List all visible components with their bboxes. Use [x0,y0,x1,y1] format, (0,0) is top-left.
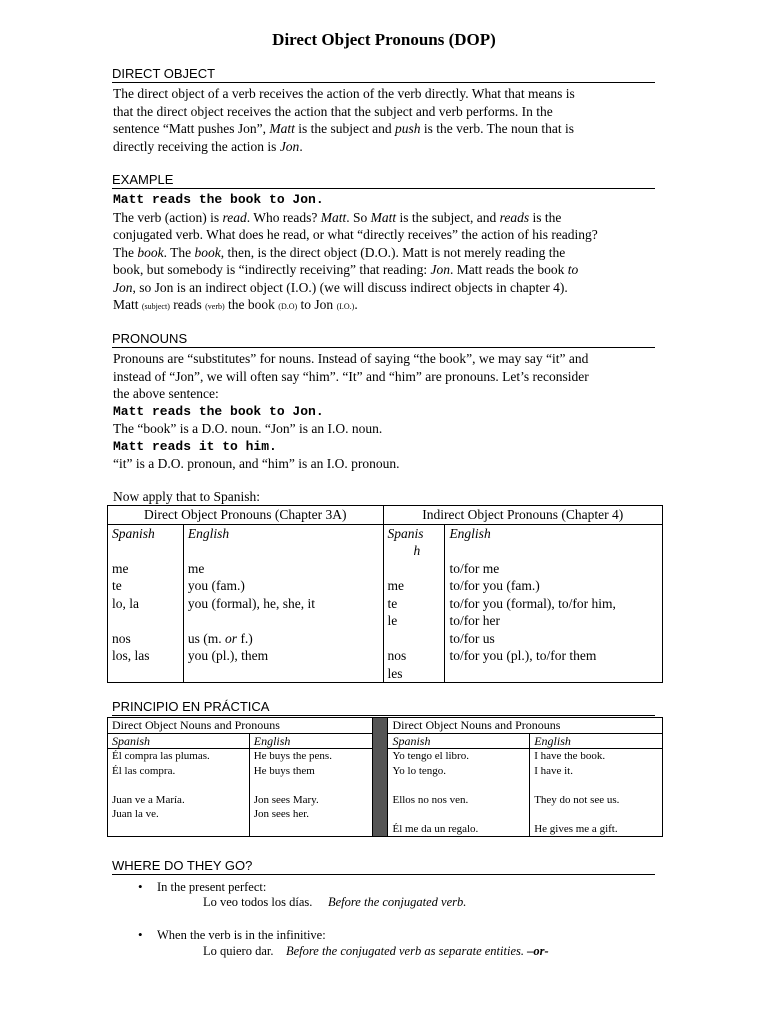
table-subheader-row: Spanish English Spanish English [108,733,663,749]
text-line: conjugated verb. What does he read, or what “directly receives” the action of his reading? [113,227,598,242]
iop-spanish-column: Spanis h me te le nos les [383,524,445,683]
text-line: Matt (subject) reads (verb) the book (D.O) to Jon (I.O.). [113,297,358,312]
section-heading-example: EXAMPLE [112,172,655,189]
text-line: The direct object of a verb receives the action of the verb directly. What that means is [113,86,575,101]
bullet-icon: • [138,879,143,894]
left-spanish-cell: Él compra las plumas. Él las compra. Juan ve a María. Juan la ve. [108,749,250,837]
table-header-row [108,506,663,525]
left-header: Direct Object Nouns and Pronouns [108,718,373,734]
text-line: directly receiving the action is Jon. [113,138,303,154]
right-header: Direct Object Nouns and Pronouns [388,718,663,734]
text-line: book, but somebody is “indirectly receiving” that reading: Jon. Matt reads the book to [113,262,579,277]
right-english-cell: I have the book. I have it. They do not see us. He gives me a gift. [530,749,663,837]
dop-header: Direct Object Pronouns (Chapter 3A) [108,506,384,525]
example-sentence: Matt reads the book to Jon. [113,192,324,207]
text-line: Pronouns are “substitutes” for nouns. Instead of saying “the book”, we may say “it” and [113,351,589,366]
section-heading-where: WHERE DO THEY GO? [112,858,655,875]
text-line: The book. The book, then, is the direct object (D.O.). Matt is not merely reading the [113,244,566,260]
bullet-example: Lo quiero dar. Before the conjugated verb as separate entities. –or- [203,944,549,958]
text-line: the above sentence: [113,386,219,401]
page-title: Direct Object Pronouns (DOP) [272,30,496,49]
pronoun-table [107,505,663,683]
text-line: that the direct object receives the action that the subject and verb performs. In the [113,103,553,119]
table-body-row [108,524,663,683]
iop-english-column: English to/for me to/for you (fam.) to/for you (formal), to/for him, to/for her to/for us to/for you (pl.), to/for them [445,524,663,683]
apply-line: Now apply that to Spanish: [113,489,260,504]
section-heading-direct-object: DIRECT OBJECT [112,66,655,83]
text-line: The “book” is a D.O. noun. “Jon” is an I.O. noun. [113,421,383,436]
divider [372,718,388,837]
example-paragraph [113,191,658,316]
bullet-example: Lo veo todos los días. Before the conjugated verb. [203,895,467,909]
example-sentence: Matt reads it to him. [113,438,277,454]
bullet-icon: • [138,927,143,942]
iop-header: Indirect Object Pronouns (Chapter 4) [383,506,663,525]
text-line: Jon, so Jon is an indirect object (I.O.) (we will discuss indirect objects in chapter 4). [113,279,568,295]
right-spanish-cell: Yo tengo el libro. Yo lo tengo. Ellos no nos ven. Él me da un regalo. [388,749,530,837]
text-line: sentence “Matt pushes Jon”, Matt is the subject and push is the verb. The noun that is [113,121,574,136]
dop-spanish-column: Spanish me te lo, la nos los, las [108,524,184,683]
bullet-label: When the verb is in the infinitive: [157,928,326,942]
example-sentence: Matt reads the book to Jon. [113,403,324,419]
left-english-cell: He buys the pens. He buys them Jon sees Mary. Jon sees her. [249,749,372,837]
direct-object-paragraph [113,85,658,155]
text-line: The verb (action) is read. Who reads? Matt. So Matt is the subject, and reads is the [113,209,562,225]
text-line: instead of “Jon”, we will often say “him”. “It” and “him” are pronouns. Let’s reconsider [113,368,589,384]
bullet-label: In the present perfect: [157,880,267,894]
pronouns-paragraph [113,350,658,473]
text-line: “it” is a D.O. pronoun, and “him” is an I.O. pronoun. [113,456,400,471]
practice-table [107,717,663,837]
section-heading-principio: PRINCIPIO EN PRÁCTICA [112,699,655,716]
section-heading-pronouns: PRONOUNS [112,331,655,348]
dop-english-column: English me you (fam.) you (formal), he, she, it us (m. or f.) you (pl.), them [183,524,383,683]
table-header-row [108,718,663,734]
